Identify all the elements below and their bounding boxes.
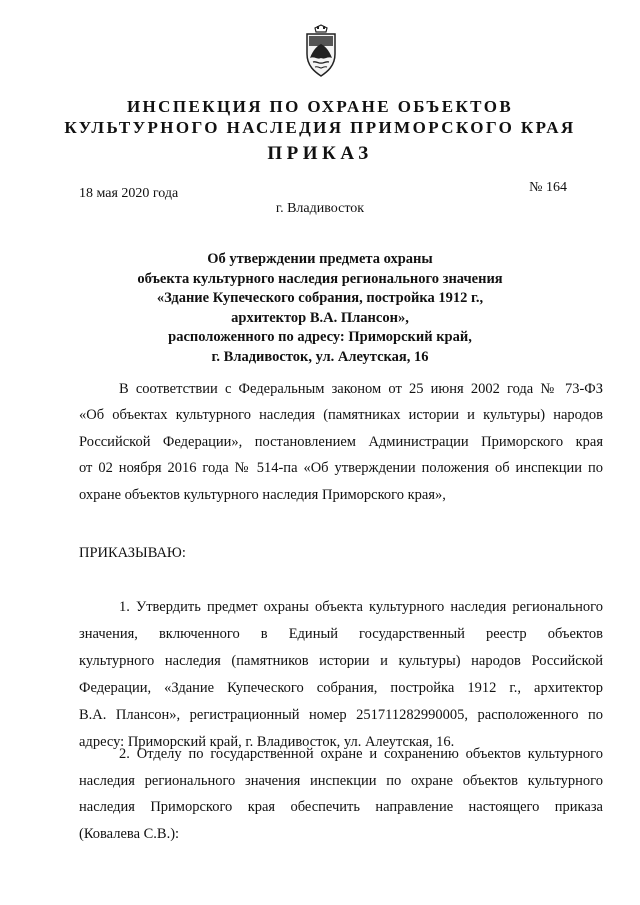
title-line: расположенного по адресу: Приморский край, xyxy=(168,329,472,345)
paragraph-line: В.А. Плансон», регистрационный номер 251711282990005, расположенного по xyxy=(79,706,603,723)
title-line: архитектор В.А. Плансон», xyxy=(231,309,409,326)
paragraph-line: наследия регионального значения инспекции по охране объектов культурного xyxy=(79,772,603,789)
title-line: Об утверждении предмета охраны xyxy=(207,251,433,267)
paragraph-line: 1. Утвердить предмет охраны объекта культурного наследия регионального xyxy=(119,599,603,615)
order-date: 18 мая 2020 года xyxy=(79,186,179,201)
coat-of-arms-icon xyxy=(299,24,343,78)
title-line: г. Владивосток, ул. Алеутская, 16 xyxy=(211,348,429,365)
organization-name-line-1: ИНСПЕКЦИЯ ПО ОХРАНЕ ОБЪЕКТОВ xyxy=(126,97,514,116)
paragraph-line: от 02 ноября 2016 года № 514-па «Об утверждении положения об инспекции по xyxy=(79,460,603,477)
paragraph-line: охране объектов культурного наследия Приморского края», xyxy=(79,486,446,503)
item-2-paragraph xyxy=(79,741,603,847)
order-number: № 164 xyxy=(529,180,567,195)
title-line: «Здание Купеческого собрания, постройка 1912 г., xyxy=(156,290,484,306)
order-title xyxy=(80,250,560,367)
paragraph-line: 2. Отделу по государственной охране и сохранению объектов культурного xyxy=(119,746,603,762)
paragraph-line: Российской Федерации», постановлением Администрации Приморского края xyxy=(79,433,603,450)
paragraph-line: культурного наследия (памятников истории и культуры) народов Российской xyxy=(79,652,603,669)
paragraph-line: «Об объектах культурного наследия (памятниках истории и культуры) народов xyxy=(79,407,603,424)
title-line: объекта культурного наследия регионального значения xyxy=(137,270,503,287)
paragraph-line: (Ковалева С.В.): xyxy=(79,825,180,842)
paragraph-line: наследия Приморского края обеспечить направление настоящего приказа xyxy=(79,799,603,816)
document-type: ПРИКАЗ xyxy=(267,143,373,164)
paragraph-line: Федерации, «Здание Купеческого собрания, постройка 1912 г., архитектор xyxy=(79,679,603,696)
paragraph-line: значения, включенного в Единый государственный реестр объектов xyxy=(79,625,603,642)
order-city: г. Владивосток xyxy=(275,201,365,216)
paragraph-line: адресу: Приморский край, г. Владивосток, ул. Алеутская, 16. xyxy=(79,733,455,750)
item-1-paragraph xyxy=(79,594,603,755)
order-directive: ПРИКАЗЫВАЮ: xyxy=(79,545,186,561)
organization-name-line-2: КУЛЬТУРНОГО НАСЛЕДИЯ ПРИМОРСКОГО КРАЯ xyxy=(64,118,576,137)
basis-paragraph xyxy=(79,376,603,508)
paragraph-line: В соответствии с Федеральным законом от 25 июня 2002 года № 73-ФЗ xyxy=(119,381,603,397)
